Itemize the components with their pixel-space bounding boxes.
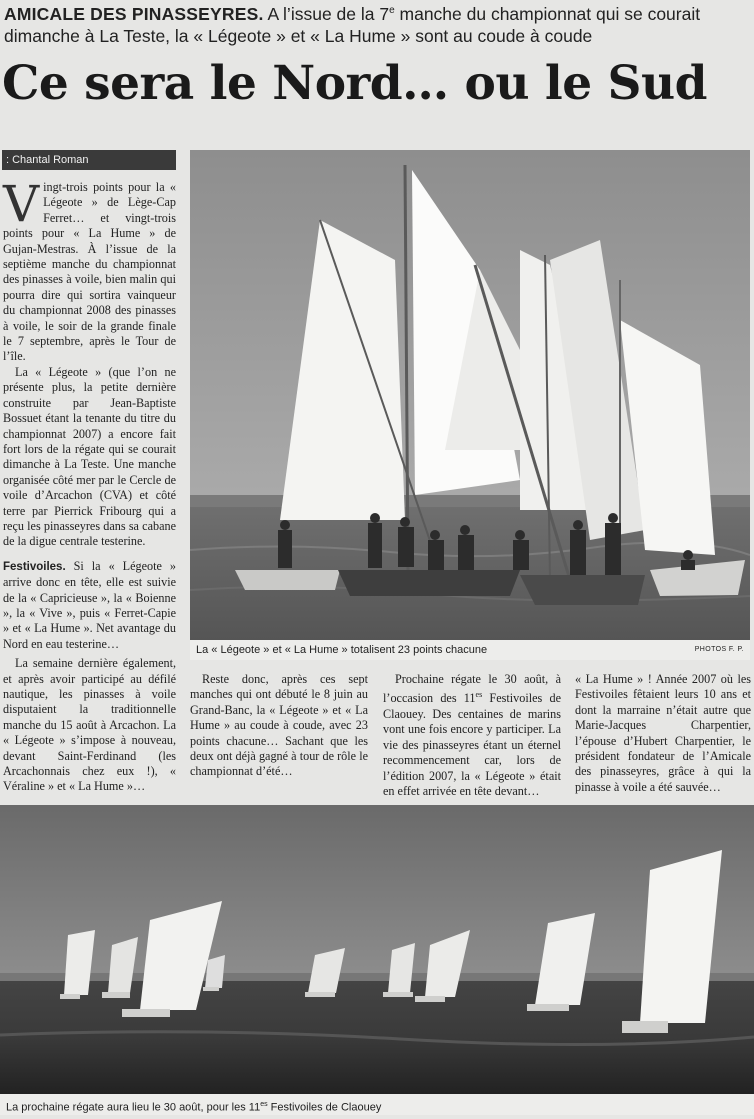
subhead-festivoiles: Festivoiles. xyxy=(3,560,66,573)
photo-caption-2-text-rest: Festivoiles de Claouey xyxy=(267,1101,382,1114)
paragraph-6-text-rest: Festivoiles de Claouey. Des centaines de marins vont une fois encore y participer. La vie des pinasseyres étant un éternel recommencement car, lors de l’édition 2007, la « Légeote » était en effet arrivée en tête devant… xyxy=(383,691,561,798)
regatta-photo-wide xyxy=(0,805,754,1094)
kicker-text: A l’issue de la 7 xyxy=(263,3,390,24)
paragraph-6-superscript: es xyxy=(475,690,483,700)
article-column-1 xyxy=(3,175,176,795)
photo-caption-text: La « Légeote » et « La Hume » totalisent 23 points chacune xyxy=(196,644,488,656)
kicker-text-rest: manche du championnat qui se courait dimanche à La Teste, la « Légeote » et « La Hume » sont au coude à coude xyxy=(4,3,701,46)
byline: : Chantal Roman xyxy=(2,150,176,170)
paragraph-6 xyxy=(383,672,561,799)
paragraph-7: « La Hume » ! Année 2007 où les Festivoiles fêtaient leurs 10 ans et dont la marraine n’était autre que Marie-Jacques Charpentier, l’épouse d’Hubert Charpentier, le président fondateur de l’Amicale des pinasseyres, grâce à qui la pinasse à voile a été sauvée… xyxy=(575,672,751,794)
paragraph-intro xyxy=(3,175,176,365)
kicker-tag: AMICALE DES PINASSEYRES. xyxy=(4,3,264,24)
paragraph-intro-text: ingt-trois points pour la « Légeote » de Lège-Cap Ferret… et vingt-trois points pour « La Hume » de Gujan-Mestras. À l’issue de la septième manche du championnat des pinasses à voile, bien malin qui pourra dire qui sortira vainqueur du championnat 2008 des pinasses à voile, le soir de la grande finale le 7 septembre, après le Tour de l’île. xyxy=(3,180,176,364)
paragraph-5: Reste donc, après ces sept manches qui ont débuté le 8 juin au Grand-Banc, la « Légeote » et « La Hume » au coude à coude, avec 23 points chacune… Sachant que les deux ont déjà gagné à tour de rôle le championnat d’été… xyxy=(190,672,368,779)
headline: Ce sera le Nord… ou le Sud xyxy=(2,56,708,111)
article-column-4 xyxy=(575,672,751,795)
kicker-superscript: e xyxy=(389,5,395,16)
regatta-photo-close xyxy=(190,150,750,640)
photo-credit: PHOTOS F. P. xyxy=(694,646,744,653)
photo-caption-2-text: La prochaine régate aura lieu le 30 août, pour les 11 xyxy=(6,1101,261,1114)
photo-caption-2-superscript: es xyxy=(260,1101,268,1108)
paragraph-4: La semaine dernière également, et après avoir participé au défilé nautique, les pinasses à voile disputaient la traditionnelle manche du 15 août à Arcachon. La « Légeote » s’impose à nouveau, devant Saint-Ferdinand (les Arcachonnais chez eux !), « Véraline » et « La Hume »… xyxy=(3,656,176,794)
article-column-3 xyxy=(383,672,561,799)
paragraph-festivoiles-text: Si la « Légeote » arrive donc en tête, elle est suivie de la « Capricieuse », la « Boienne », la « Vive », puis « Ferret-Capie » et « La Hume ». Net avantage du Nord en eau testerine… xyxy=(3,558,176,651)
article-kicker xyxy=(4,0,752,47)
paragraph-festivoiles xyxy=(3,559,176,652)
paragraph-2: La « Légeote » (que l’on ne présente plus, la petite dernière construite par Jean-Baptiste Bossuet étant la tenante du titre du championnat 2007) a encore fait fort lors de la régate qui se courait dimanche à La Teste. Une manche organisée côté mer par le Cercle de voile d’Arcachon (CVA) et côté terre par Pierrick Fribourg qui a reçu les pinasseyres dans sa cabane de la digue centrale testerine. xyxy=(3,364,176,549)
paragraph-6-text: Prochaine régate le 30 août, à l’occasion des 11 xyxy=(383,672,561,706)
article-column-2 xyxy=(190,672,368,780)
drop-cap: V xyxy=(3,175,40,233)
photo-caption-2 xyxy=(0,1094,754,1115)
photo-caption xyxy=(190,640,750,660)
